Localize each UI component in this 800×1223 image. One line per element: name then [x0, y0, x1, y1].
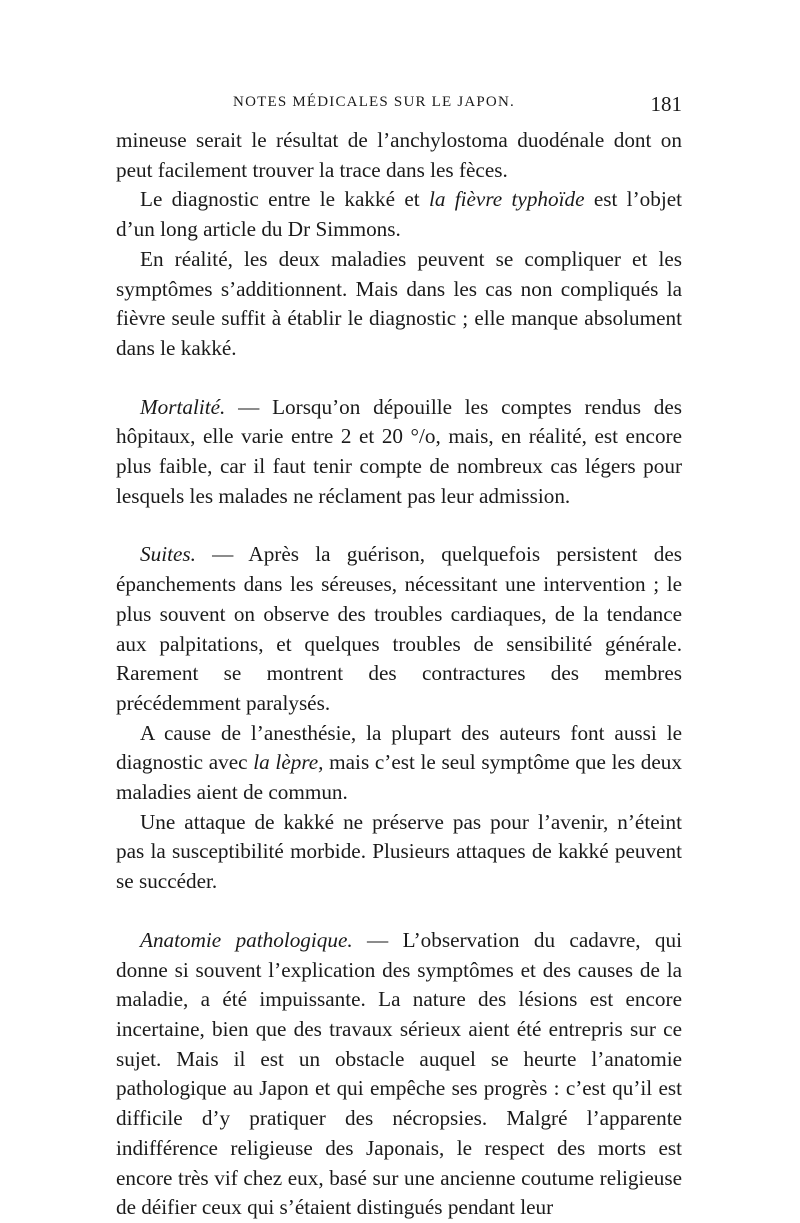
italic-run: la fièvre typhoïde	[428, 187, 585, 212]
text-run: — L’observation du cadavre, qui donne si souvent l’explication des symptômes et des causes de la maladie, a été impuissante. La nature des lésions est encore incertaine, bien que des travaux sérieux aient été entrepris sur ce sujet. Mais il est un obstacle auquel se heurte l’anatomie pathologique au Japon et qui empêche ses progrès : c’est qu’il est difficile d’y pratiquer des nécropsies. Malgré l’apparente indifférence religieuse des Japonais, le respect des morts est encore très vif chez eux, basé sur une ancienne coutume religieuse de déifier ceux qui s’étaient distingués pendant leur	[116, 927, 683, 1220]
paragraph	[116, 808, 682, 897]
paragraph	[116, 126, 682, 185]
italic-run: Anatomie pathologique.	[140, 927, 353, 952]
text-run: mais c’est le seul symptôme que les deux maladies aient de commun.	[116, 750, 682, 805]
text-run: est l’objet d’un long article du Dr Simmons.	[116, 187, 682, 242]
paragraph	[116, 719, 682, 808]
paragraph	[116, 926, 682, 1223]
running-head: NOTES MÉDICALES SUR LE JAPON.	[233, 94, 515, 110]
page-number: 181	[650, 92, 682, 116]
italic-run: la lèpre,	[253, 750, 324, 775]
text-run: Une attaque de kakké ne préserve pas pour l’avenir, n’éteint pas la susceptibilité morbide. Plusieurs attaques de kakké peuvent se succéder.	[116, 809, 682, 894]
paragraph	[116, 245, 682, 364]
text-run: En réalité, les deux maladies peuvent se compliquer et les symptômes s’additionnent. Mais dans les cas non compliqués la fièvre seule suffit à établir le diagnostic ; elle manque absolument dans le kakké.	[116, 246, 682, 360]
text-run: mineuse serait le résultat de l’anchylostoma duodénale dont on peut facilement trouver la trace dans les fèces.	[116, 128, 682, 182]
text-run: A cause de l’anesthésie, la plupart des auteurs font aussi le diagnostic avec	[116, 720, 682, 775]
italic-run: Mortalité.	[140, 394, 226, 419]
italic-run: Suites.	[140, 542, 196, 567]
page-header	[116, 92, 682, 126]
paragraph	[116, 540, 682, 718]
book-page	[116, 92, 682, 1223]
paragraph	[116, 393, 682, 512]
text-run: — Après la guérison, quelquefois persistent des épanchements dans les séreuses, nécessitant une intervention ; le plus souvent on observe des troubles cardiaques, de la tendance aux palpitations, et quelques troubles de sensibilité générale. Rarement se montrent des contractures des membres précédemment paralysés.	[116, 542, 682, 715]
paragraph	[116, 185, 682, 244]
text-run: — Lorsqu’on dépouille les comptes rendus des hôpitaux, elle varie entre 2 et 20 °/o, mais, en réalité, est encore plus faible, car il faut tenir compte de nombreux cas légers pour lesquels les malades ne réclament pas leur admission.	[116, 394, 682, 508]
body-text	[116, 126, 682, 1223]
text-run: Le diagnostic entre le kakké et	[140, 187, 429, 212]
